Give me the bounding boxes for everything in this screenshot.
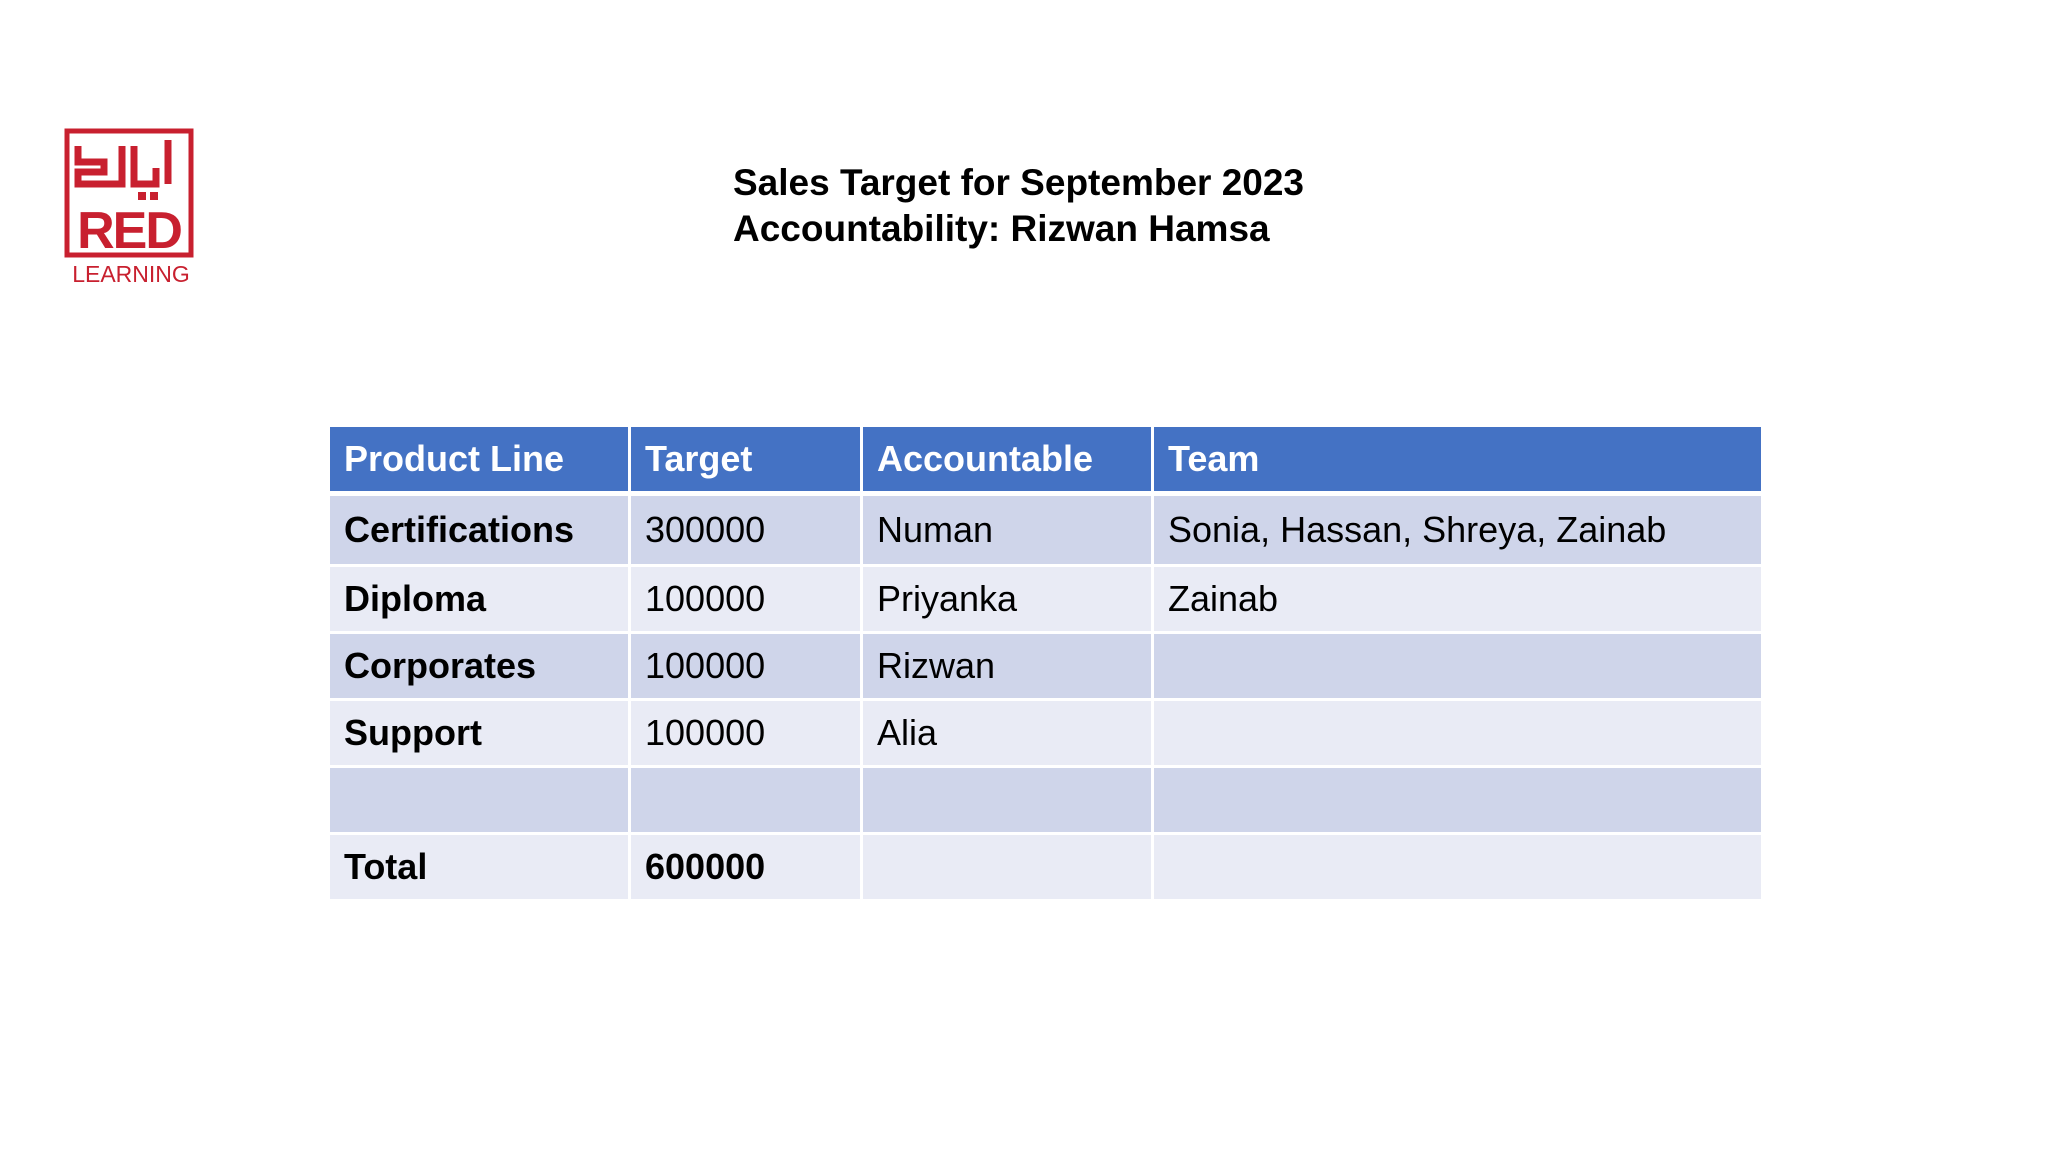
red-learning-logo-mark	[64, 128, 200, 288]
accountable-cell: Rizwan	[862, 633, 1153, 700]
product-line-cell: Certifications	[329, 494, 630, 566]
team-cell: Sonia, Hassan, Shreya, Zainab	[1153, 494, 1763, 566]
target-cell: 100000	[630, 566, 862, 633]
column-header-team: Team	[1153, 426, 1763, 494]
logo-arabic-glyph	[78, 146, 122, 184]
product-line-cell	[329, 767, 630, 834]
slide-title: Sales Target for September 2023	[733, 162, 1305, 203]
logo-arabic-dot	[138, 192, 146, 200]
target-cell	[630, 767, 862, 834]
table-header-row	[329, 426, 1763, 494]
team-cell: Zainab	[1153, 566, 1763, 633]
table-row-total	[329, 834, 1763, 901]
total-label-cell: Total	[329, 834, 630, 901]
team-cell	[1153, 767, 1763, 834]
accountable-cell: Numan	[862, 494, 1153, 566]
accountable-cell	[862, 834, 1153, 901]
table-row	[329, 633, 1763, 700]
column-header-product-line: Product Line	[329, 426, 630, 494]
table-row	[329, 566, 1763, 633]
product-line-cell: Diploma	[329, 566, 630, 633]
red-learning-logo	[64, 128, 200, 288]
product-line-cell: Corporates	[329, 633, 630, 700]
slide-title-block	[733, 160, 1433, 252]
team-cell	[1153, 834, 1763, 901]
target-cell: 100000	[630, 700, 862, 767]
total-target-cell: 600000	[630, 834, 862, 901]
team-cell	[1153, 700, 1763, 767]
column-header-target: Target	[630, 426, 862, 494]
table-row-empty	[329, 767, 1763, 834]
table-row	[329, 700, 1763, 767]
column-header-accountable: Accountable	[862, 426, 1153, 494]
accountable-cell	[862, 767, 1153, 834]
accountable-cell: Alia	[862, 700, 1153, 767]
accountability-line: Accountability: Rizwan Hamsa	[733, 208, 1270, 249]
target-cell: 100000	[630, 633, 862, 700]
logo-arabic-glyph	[134, 146, 156, 184]
target-cell: 300000	[630, 494, 862, 566]
sales-target-table	[327, 424, 1764, 902]
product-line-cell: Support	[329, 700, 630, 767]
table-row	[329, 494, 1763, 566]
logo-subtitle: LEARNING	[72, 261, 190, 287]
team-cell	[1153, 633, 1763, 700]
logo-arabic-dot	[150, 192, 158, 200]
logo-wordmark: RED	[77, 202, 181, 260]
accountable-cell: Priyanka	[862, 566, 1153, 633]
